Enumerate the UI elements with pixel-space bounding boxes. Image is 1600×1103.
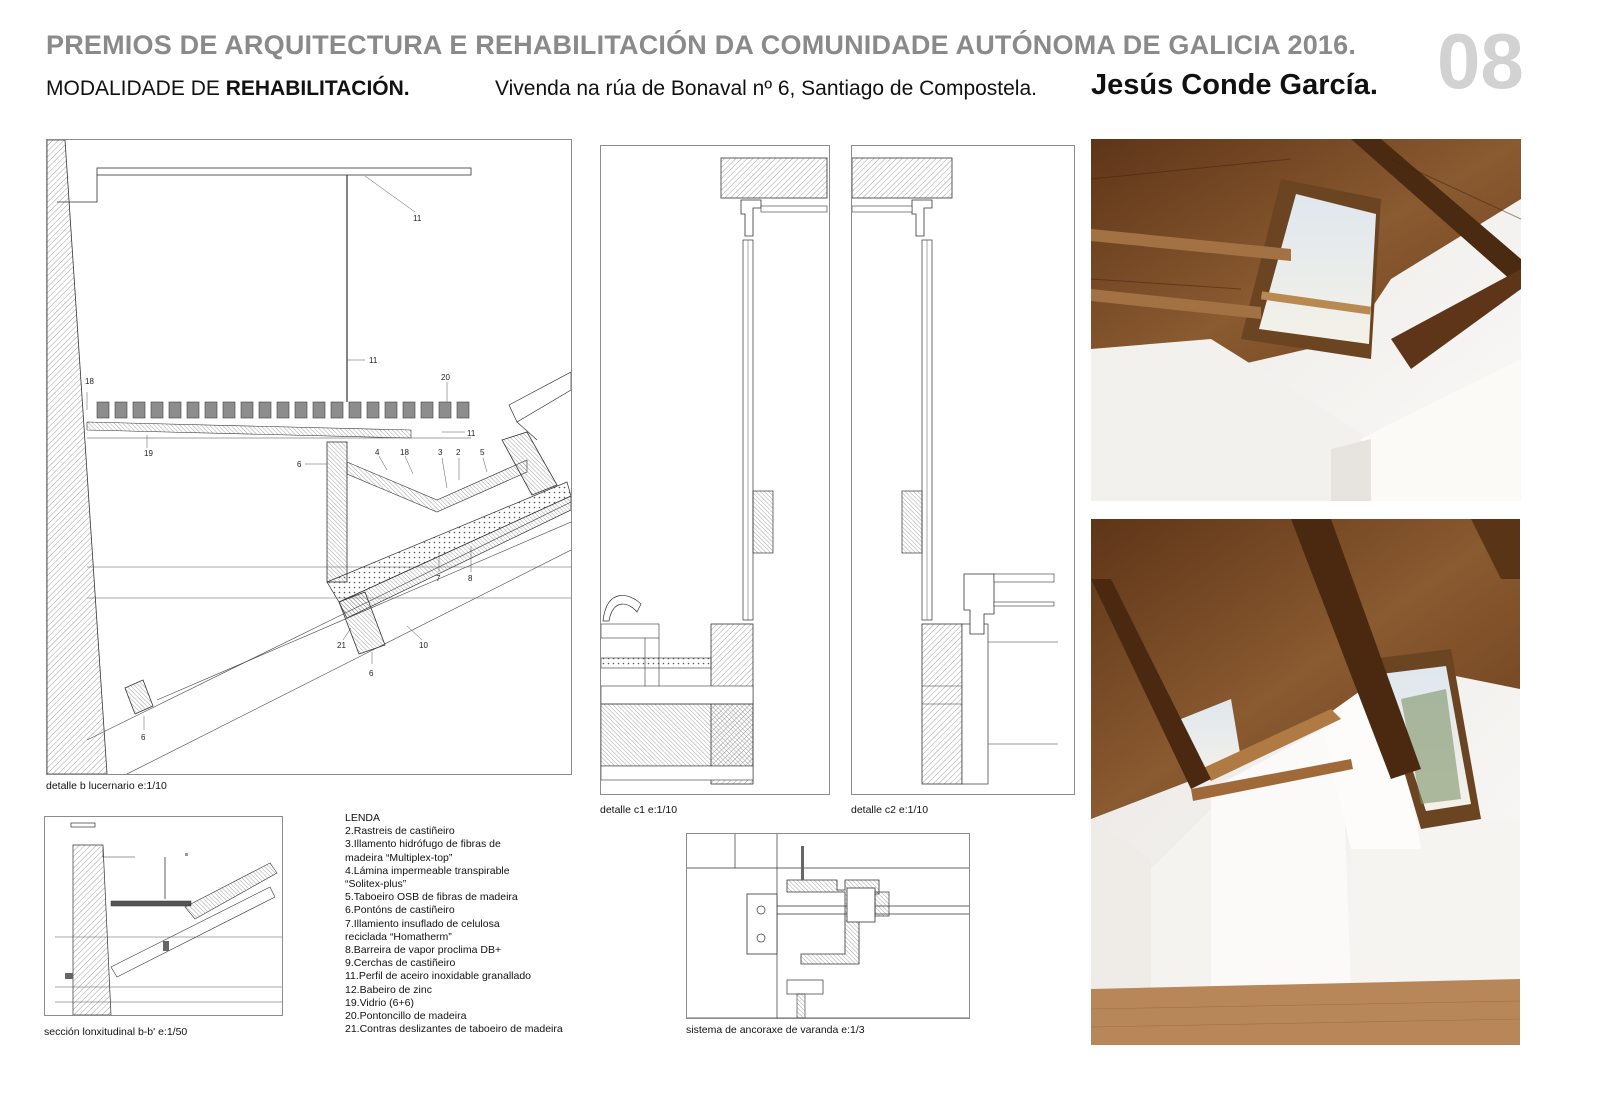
label-21: 21 [337, 641, 346, 650]
legend-title: LENDA [345, 812, 381, 824]
label-18: 18 [400, 448, 409, 457]
legend-item: 5.Taboeiro OSB de fibras de madeira [345, 891, 518, 904]
label-11-low: 11 [467, 429, 476, 438]
legend-item: 8.Barreira de vapor proclima DB+ [345, 944, 502, 957]
label-8: 8 [468, 574, 473, 583]
legend-item: 7.Illamiento insuflado de celulosa [345, 917, 500, 930]
label-19: 19 [144, 449, 153, 458]
detail-b-drawing [46, 139, 572, 775]
label-3: 3 [438, 448, 443, 457]
label-10: 10 [419, 641, 428, 650]
legend-item: reciclada “Homatherm” [345, 930, 452, 943]
label-20: 20 [441, 373, 450, 382]
legend-item: 21.Contras deslizantes de taboeiro de madeira [345, 1023, 563, 1036]
legend [345, 812, 563, 1036]
legend-item: 6.Pontóns de castiñeiro [345, 904, 455, 917]
legend-item: madeira “Multiplex-top” [345, 851, 453, 864]
board-title: PREMIOS DE ARQUITECTURA E REHABILITACIÓN DA COMUNIDADE AUTÓNOMA DE GALICIA 2016. [46, 30, 1357, 60]
project-address: Vivenda na rúa de Bonaval nº 6, Santiago de Compostela. [495, 77, 1037, 100]
label-11-top: 11 [413, 214, 422, 223]
page-number: 08 [1437, 17, 1524, 105]
legend-item: 12.Babeiro de zinc [345, 983, 432, 996]
label-4: 4 [375, 448, 380, 457]
label-6-bottom: 6 [141, 733, 146, 742]
detail-c1-drawing [600, 145, 830, 795]
legend-item: 2.Rastreis de castiñeiro [345, 825, 455, 838]
caption-section-bb: sección lonxitudinal b-b' e:1/50 [44, 1026, 188, 1038]
label-6-post: 6 [297, 460, 302, 469]
legend-item: 20.Pontoncillo de madeira [345, 1010, 467, 1023]
caption-detail-c2: detalle c2 e:1/10 [851, 804, 929, 816]
legend-item: 9.Cerchas de castiñeiro [345, 957, 456, 970]
railing-anchor-drawing [686, 833, 970, 1019]
label-11-mid: 11 [369, 356, 378, 365]
legend-item: 19.Vidrio (6+6) [345, 996, 414, 1009]
legend-item: 3.Illamento hidrófugo de fibras de [345, 838, 501, 851]
author-name: Jesús Conde García. [1091, 69, 1378, 101]
legend-item: 11.Perfil de aceiro inoxidable granallado [345, 970, 532, 983]
detail-c2-drawing [851, 145, 1075, 795]
label-7: 7 [436, 574, 441, 583]
legend-item: “Solitex-plus” [345, 878, 407, 891]
legend-item: 4.Lámina impermeable transpirable [345, 864, 510, 877]
label-5: 5 [480, 448, 485, 457]
label-18-left: 18 [85, 377, 94, 386]
caption-detail-c1: detalle c1 e:1/10 [600, 804, 678, 816]
interior-photo-room [1091, 519, 1520, 1045]
caption-detail-b: detalle b lucernario e:1/10 [46, 780, 167, 792]
label-2: 2 [456, 448, 461, 457]
label-6-lower: 6 [369, 669, 374, 678]
modality-line [46, 77, 410, 101]
interior-photo-skylight [1091, 139, 1521, 501]
section-bb-drawing [44, 816, 283, 1016]
modality-prefix: MODALIDADE DE [46, 77, 226, 100]
caption-railing-anchor: sistema de ancoraxe de varanda e:1/3 [686, 1024, 865, 1036]
modality-name: REHABILITACIÓN. [225, 77, 410, 100]
